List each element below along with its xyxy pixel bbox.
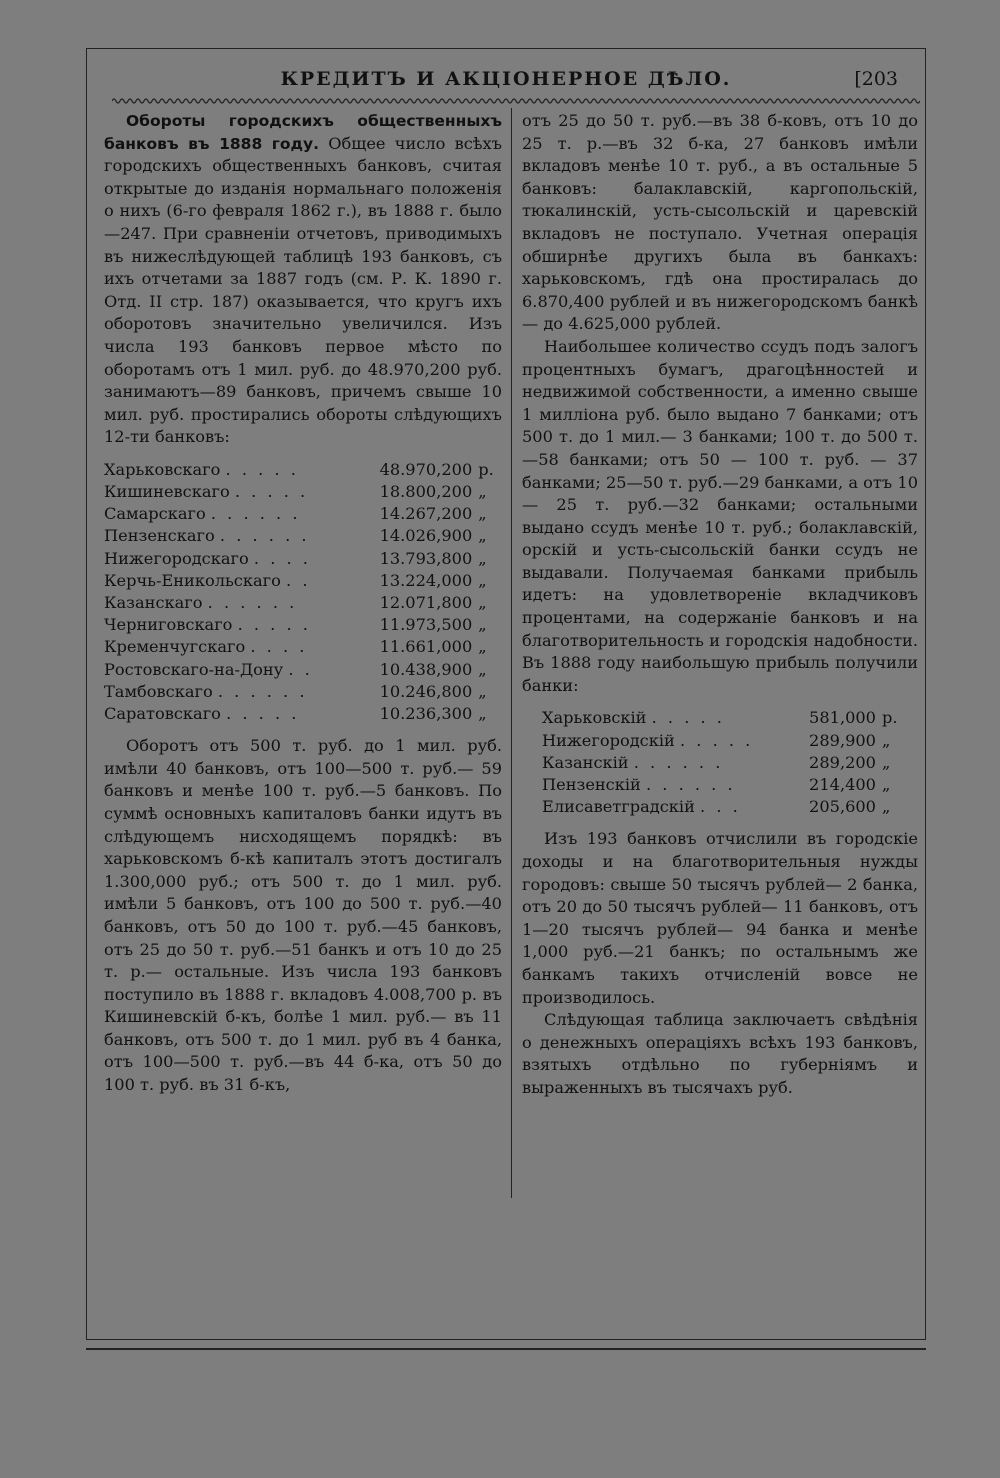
leader-dots: . . .: [700, 797, 741, 817]
bank-name-text: Черниговскаго: [104, 615, 233, 635]
leader-dots: . .: [286, 570, 311, 590]
amount: 10.438,900: [379, 659, 473, 679]
table-row: [104, 525, 502, 547]
left-p1-text: Общее число всѣхъ городскихъ общественныхъ банковъ, считая открытые до изданія нормальнаго положенія о нихъ (6-го февраля 1862 г.), въ 1888 г. было—247. При сравненіи отчетовъ, приводимыхъ въ нижеслѣдующей таблицѣ 193 банковъ, съ ихъ отчетами за 1887 годъ (см. Р. К. 1890 г. Отд. II стр. 187) оказывается, что кругъ ихъ оборотовъ значительно увеличился. Изъ числа 193 банковъ первое мѣсто по оборотамъ отъ 1 мил. руб. до 48.970,200 руб. занимаютъ—89 банковъ, причемъ свыше 10 мил. руб. простирались обороты слѣдующихъ 12-ти банковъ:: [104, 133, 502, 447]
amount: 13.793,800: [379, 548, 473, 568]
unit-mark: „: [882, 730, 891, 750]
bank-name-text: Харьковскаго: [104, 459, 221, 479]
bank-name-text: Харьковскій: [542, 708, 647, 728]
unit-mark: „: [882, 775, 891, 794]
bank-name-text: Ростовскаго-на-Дону: [104, 659, 284, 679]
table-row: [104, 636, 502, 658]
unit-mark: „: [478, 482, 487, 502]
table-row: [104, 592, 502, 614]
unit-mark: „: [478, 526, 487, 546]
bank-name: [522, 730, 792, 752]
leader-dots: . . . . .: [651, 708, 725, 728]
amount: 48.970,200: [379, 459, 473, 479]
leader-dots: . . . . . .: [219, 526, 310, 546]
header-title: КРЕДИТЪ И АКЦІОНЕРНОЕ ДѢЛО.: [280, 68, 732, 90]
right-paragraph-1: отъ 25 до 50 т. руб.—въ 38 б-ковъ, отъ 10 до 25 т. р.—въ 32 б-ка, 27 банковъ имѣли вкладовъ менѣе 10 т. руб., а въ остальные 5 банковъ: балаклавскій, каргопольскій, тюкалинскій, усть-сысольскій и царевскій вкладовъ не поступало. Учетная операція обширнѣе другихъ была въ банкахъ: харьковскомъ, гдѣ она простиралась до 6.870,400 рублей и въ нижегородскомъ банкѣ — до 4.625,000 рублей.: [522, 111, 918, 334]
left-paragraph-2: Оборотъ отъ 500 т. руб. до 1 мил. руб. имѣли 40 банковъ, отъ 100—500 т. руб.— 59 банковъ и менѣе 100 т. руб.—5 банковъ. По суммѣ основныхъ капиталовъ банки идутъ въ слѣдующемъ нисходящемъ порядкѣ: въ харьковскомъ б-кѣ капиталъ этотъ достигалъ 1.300,000 руб.; отъ 500 т. до 1 мил. руб. имѣли 5 банковъ, отъ 100 до 500 т. руб.—40 банковъ, отъ 50 до 100 т. руб.—45 банковъ, отъ 25 до 50 т. руб.—51 банкъ и отъ 10 до 25 т. р.— остальные. Изъ числа 193 банковъ поступило въ 1888 г. вкладовъ 4.008,700 р. въ Кишиневскій б-къ, болѣе 1 мил. руб.— въ 11 банковъ, отъ 500 т. до 1 мил. руб въ 4 банка, отъ 100—500 т. руб.—въ 44 б-ка, отъ 50 до 100 т. руб. въ 31 б-къ,: [104, 736, 502, 1095]
leader-dots: . .: [288, 659, 313, 679]
amount: 214,400: [809, 775, 876, 794]
wavy-rule: [112, 96, 920, 106]
bank-name-text: Нижегородскаго: [104, 548, 249, 568]
table-row: [104, 570, 502, 592]
bank-name: [104, 570, 363, 592]
bank-name: [104, 659, 363, 681]
bank-profit-table: [522, 707, 918, 818]
bank-name: [522, 774, 792, 796]
bank-name-text: Казанскій: [542, 752, 629, 772]
table-row: [104, 659, 502, 681]
bank-name: [104, 614, 363, 636]
bank-name: [104, 592, 363, 614]
leader-dots: . . . . . .: [217, 681, 308, 701]
unit-mark: „: [478, 681, 487, 701]
table-row: [104, 548, 502, 570]
unit-mark: „: [882, 752, 891, 772]
bank-name: [104, 681, 363, 703]
bank-name: [104, 459, 363, 481]
amount: 12.071,800: [379, 593, 473, 613]
right-paragraph-4: Слѣдующая таблица заключаетъ свѣдѣнія о денежныхъ операціяхъ всѣхъ 193 банковъ, взятыхъ отдѣльно по губерніямъ и выраженныхъ въ тысячахъ руб.: [522, 1010, 918, 1097]
bank-name: [104, 525, 363, 547]
right-paragraph-3: Изъ 193 банковъ отчислили въ городскіе доходы и на благотворительныя нужды городовъ: свыше 50 тысячъ рублей— 2 банка, отъ 20 до 50 тысячъ рублей— 11 банковъ, отъ 1—20 тысячъ рублей— 94 банка и менѣе 1,000 руб.—21 банкъ; по остальнымъ же банкамъ такихъ отчисленій вовсе не производилось.: [522, 829, 918, 1007]
unit-mark: „: [478, 504, 487, 524]
amount: 289,200: [809, 752, 876, 772]
bank-name: [522, 707, 792, 729]
bank-name-text: Тамбовскаго: [104, 681, 213, 701]
leader-dots: . . . . . .: [210, 504, 301, 524]
column-divider: [511, 108, 512, 1198]
unit-mark: „: [478, 593, 487, 613]
right-paragraph-2: Наибольшее количество ссудъ подъ залогъ процентныхъ бумагъ, драгоцѣнностей и недвижимой собственности, а именно свыше 1 милліона руб. было выдано 7 банками; отъ 500 т. до 1 мил.— 3 банками; 100 т. до 500 т.—58 банками; отъ 50 — 100 т. руб. — 37 банками; 25—50 т. руб.—29 банками, а отъ 10— 25 т. руб.—32 банками; остальными выдано ссудъ менѣе 10 т. руб.; болаклавскій, орскій и усть-сысольскій банки ссудъ не выдавали. Получаемая банками прибыль идетъ: на удовлетвореніе вкладчиковъ процентами, на содержаніе банковъ и на благотворительность и городскія надобности. Въ 1888 году наибольшую прибыль получили банки:: [522, 336, 918, 695]
table-row: [522, 707, 918, 729]
left-paragraph-1: [104, 110, 502, 449]
table-row: [104, 681, 502, 703]
bank-name-text: Кременчугскаго: [104, 637, 246, 657]
bank-name-text: Кишиневскаго: [104, 482, 230, 502]
amount: 14.267,200: [379, 504, 473, 524]
amount: 14.026,900: [379, 526, 473, 546]
unit-mark: „: [882, 797, 891, 817]
bank-name: [104, 703, 363, 725]
amount: 11.661,000: [379, 637, 473, 657]
leader-dots: . . . . . .: [646, 775, 736, 794]
section-heading: Обороты городскихъ общественныхъ банковъ въ 1888 году.: [104, 112, 502, 153]
amount: 13.224,000: [379, 570, 473, 590]
amount: 289,900: [809, 730, 876, 750]
table-row: [522, 774, 918, 796]
leader-dots: . . . . .: [226, 703, 300, 723]
amount: 205,600: [809, 797, 876, 817]
amount: 10.236,300: [379, 703, 473, 723]
bottom-rule: [86, 1348, 926, 1350]
unit-mark: „: [478, 659, 487, 679]
bank-name: [522, 752, 792, 774]
amount: 11.973,500: [379, 615, 473, 635]
table-row: [104, 481, 502, 503]
bank-name-text: Нижегородскій: [542, 730, 675, 750]
leader-dots: . . . . .: [234, 482, 309, 502]
bank-name-text: Керчь-Еникольскаго: [104, 570, 281, 590]
bank-name: [522, 796, 792, 818]
leader-dots: . . . .: [250, 637, 308, 657]
amount: 18.800,200: [379, 482, 473, 502]
running-header: [100, 64, 912, 100]
bank-name-text: Казанскаго: [104, 593, 203, 613]
left-column: [104, 110, 502, 1097]
unit-mark: р.: [478, 459, 494, 479]
leader-dots: . . . .: [253, 548, 311, 568]
table-row: [522, 796, 918, 818]
bank-name-text: Саратовскаго: [104, 703, 221, 723]
bank-name-text: Самарскаго: [104, 504, 206, 524]
bank-name: [104, 503, 363, 525]
table-row: [104, 459, 502, 481]
bank-turnover-table: [104, 459, 502, 725]
amount: 10.246,800: [379, 681, 473, 701]
unit-mark: „: [478, 637, 487, 657]
table-row: [522, 752, 918, 774]
table-row: [104, 503, 502, 525]
page-number: [203: [854, 68, 898, 90]
leader-dots: . . . . . .: [207, 593, 298, 613]
bank-name-text: Пензенскаго: [104, 526, 215, 546]
table-row: [104, 614, 502, 636]
bank-name: [104, 548, 363, 570]
bank-name: [104, 636, 363, 658]
bank-name: [104, 481, 363, 503]
unit-mark: „: [478, 615, 487, 635]
unit-mark: „: [478, 548, 487, 568]
right-column: [522, 110, 918, 1100]
table-row: [104, 703, 502, 725]
bank-name-text: Пензенскій: [542, 775, 641, 794]
unit-mark: „: [478, 703, 487, 723]
unit-mark: „: [478, 570, 487, 590]
bank-name-text: Елисаветградскій: [542, 797, 695, 817]
table-row: [522, 730, 918, 752]
leader-dots: . . . . . .: [633, 752, 724, 772]
leader-dots: . . . . .: [225, 459, 299, 479]
unit-mark: р.: [882, 708, 898, 728]
amount: 581,000: [809, 708, 876, 728]
leader-dots: . . . . .: [679, 730, 754, 750]
leader-dots: . . . . .: [237, 615, 311, 635]
